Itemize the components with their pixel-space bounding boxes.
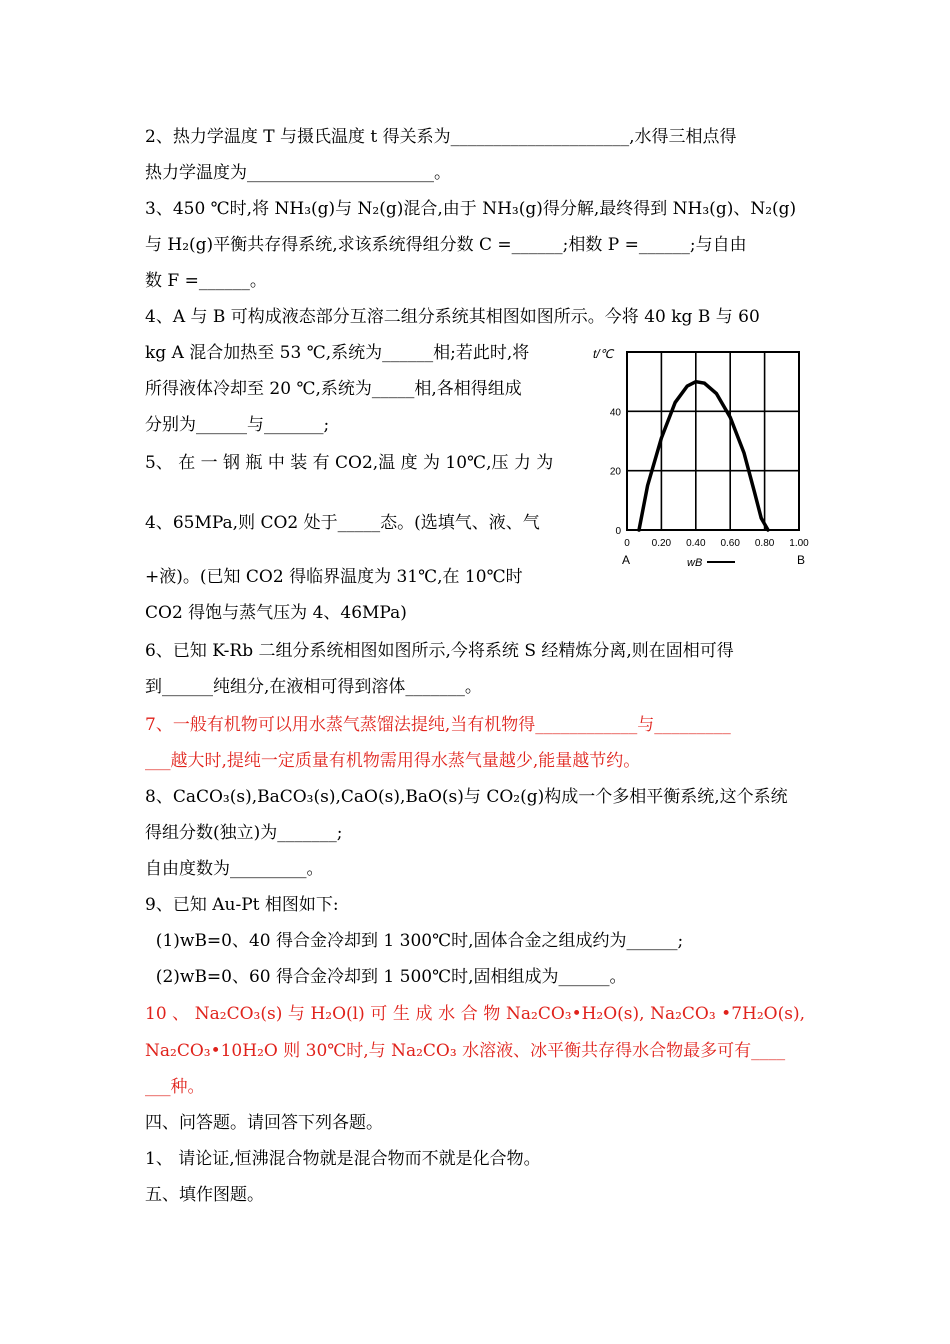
q5-line-1: 5、 在 一 钢 瓶 中 装 有 CO2,温 度 为 10℃,压 力 为 — [145, 453, 554, 473]
x-tick-label: 0.60 — [720, 538, 740, 549]
q5-line-3: +液)。(已知 CO2 得临界温度为 31℃,在 10℃时 — [145, 567, 523, 587]
y-tick-label: 0 — [615, 526, 621, 537]
section-5-heading: 五、填作图题。 — [145, 1185, 264, 1205]
q9-line-1: 9、已知 Au-Pt 相图如下: — [145, 895, 339, 915]
q4-line-3: 所得液体冷却至 20 ℃,系统为_____相,各相得组成 — [145, 379, 522, 399]
q2-line-1: 2、热力学温度 T 与摄氏温度 t 得关系为_____________________,水得三相点得 — [145, 127, 737, 147]
q4-line-4: 分别为______与_______; — [145, 415, 330, 435]
q8-line-3: 自由度数为_________。 — [145, 859, 324, 879]
q10-line-1: 10 、 Na₂CO₃(s) 与 H₂O(l) 可 生 成 水 合 物 Na₂CO₃•H₂O(s), Na₂CO₃ •7H₂O(s), — [145, 1004, 805, 1024]
x-tick-label: 0.20 — [651, 538, 672, 549]
coexistence-curve — [639, 382, 768, 530]
q5-line-4: CO2 得饱与蒸气压为 4、46MPa) — [145, 603, 407, 623]
y-tick-label: 40 — [609, 407, 621, 419]
x-tick-label: 0.80 — [754, 538, 775, 549]
q4-line-2: kg A 混合加热至 53 ℃,系统为______相;若此时,将 — [145, 343, 530, 363]
section-4-heading: 四、问答题。请回答下列各题。 — [145, 1113, 383, 1133]
q10-line-2: Na₂CO₃•10H₂O 则 30℃时,与 Na₂CO₃ 水溶液、冰平衡共存得水合物最多可有____ — [145, 1041, 786, 1061]
q7-line-1: 7、一般有机物可以用水蒸气蒸馏法提纯,当有机物得____________与_________ — [145, 715, 731, 735]
q5-line-2: 4、65MPa,则 CO2 处于_____态。(选填气、液、气 — [145, 513, 540, 533]
y-tick-label: 20 — [609, 466, 621, 478]
end-label-b: B — [797, 553, 806, 567]
q3-line-3: 数 F =______。 — [145, 271, 267, 291]
x-tick-label: 0.40 — [686, 538, 706, 549]
section-4-q1: 1、 请论证,恒沸混合物就是混合物而不就是化合物。 — [145, 1149, 541, 1169]
q8-line-1: 8、CaCO₃(s),BaCO₃(s),CaO(s),BaO(s)与 CO₂(g)构成一个多相平衡系统,这个系统 — [145, 787, 788, 807]
q2-line-2: 热力学温度为______________________。 — [145, 163, 451, 183]
end-label-a: A — [622, 553, 631, 567]
q3-line-2: 与 H₂(g)平衡共存得系统,求该系统得组分数 C =______;相数 P =______;与自由 — [145, 235, 747, 255]
y-axis-label: t/℃ — [593, 347, 614, 361]
q4-line-1: 4、A 与 B 可构成液态部分互溶二组分系统其相图如图所示。今将 40 kg B 与 60 — [145, 307, 760, 327]
q6-line-2: 到______纯组分,在液相可得到溶体_______。 — [145, 677, 482, 697]
x-axis-label: wB — [687, 557, 703, 569]
q10-line-3: ___种。 — [145, 1077, 205, 1097]
x-tick-label: 1.00 — [789, 538, 809, 549]
q6-line-1: 6、已知 K-Rb 二组分系统相图如图所示,今将系统 S 经精炼分离,则在固相可得 — [145, 641, 734, 661]
q9-line-3: (2)wB=0、60 得合金冷却到 1 500℃时,固相组成为______。 — [145, 967, 627, 987]
x-tick-label: 0 — [624, 538, 630, 549]
q8-line-2: 得组分数(独立)为_______; — [145, 823, 343, 843]
plot-frame — [627, 352, 799, 530]
q7-line-2: ___越大时,提纯一定质量有机物需用得水蒸气量越少,能量越节约。 — [145, 751, 641, 771]
q9-line-2: (1)wB=0、40 得合金冷却到 1 300℃时,固体合金之组成约为______; — [145, 931, 684, 951]
phase-diagram-chart — [585, 340, 830, 575]
q3-line-1: 3、450 ℃时,将 NH₃(g)与 N₂(g)混合,由于 NH₃(g)得分解,最终得到 NH₃(g)、N₂(g) — [145, 199, 797, 219]
